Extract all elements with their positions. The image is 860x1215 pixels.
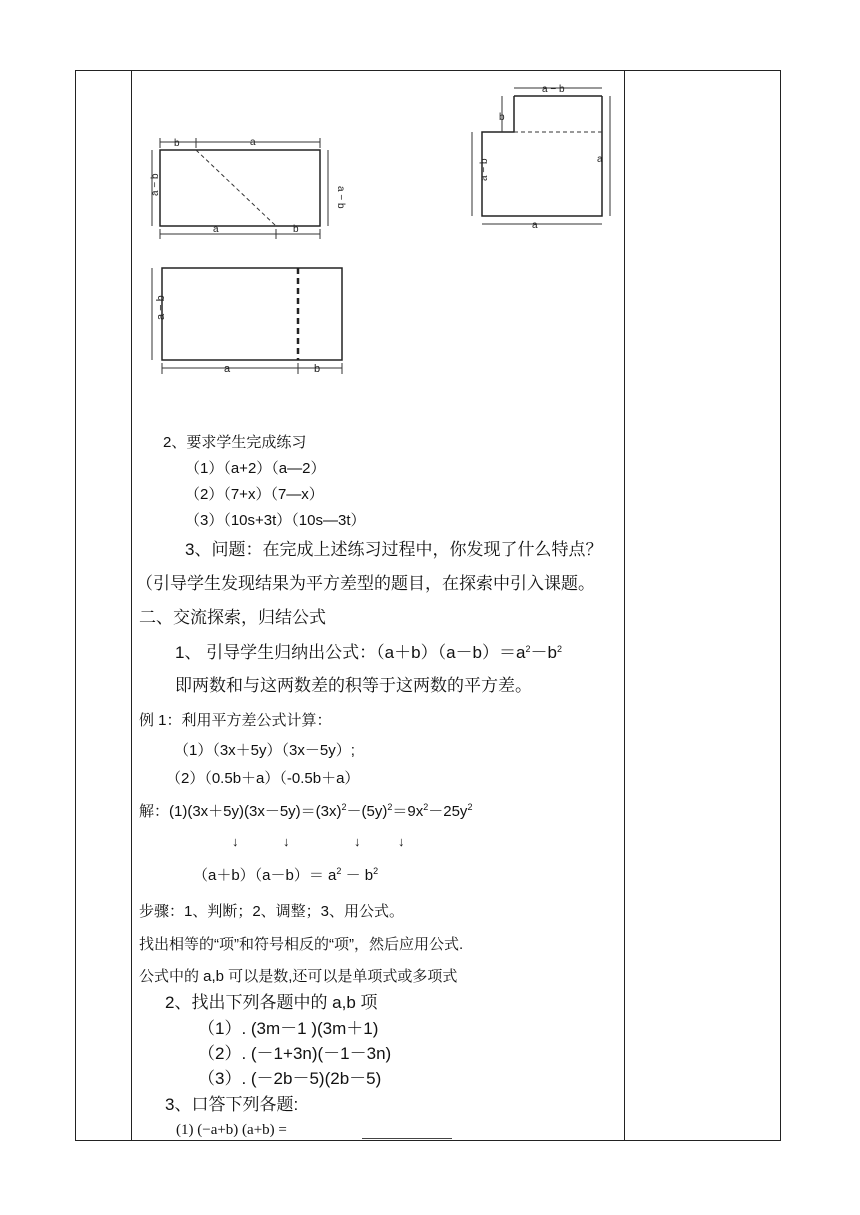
answer-blank[interactable] xyxy=(362,1138,452,1139)
dim-label: a xyxy=(532,220,538,231)
arrow-icon: ↓ xyxy=(232,834,239,849)
dim-label: a − b xyxy=(479,158,490,181)
formula-line: 1、 引导学生归纳出公式：$(a+b)(a-b)=a^2-b^2$ xyxy=(175,643,562,662)
dim-label: a − b xyxy=(155,295,167,320)
example-item: （2）（0.5b＋a）（-0.5b＋a） xyxy=(166,770,360,787)
section-heading: 二、交流探索，归结公式 xyxy=(139,608,326,627)
oral-item: (1) (−a+b) (a+b) = xyxy=(176,1122,287,1138)
dim-label: b xyxy=(314,363,321,375)
dim-label: a xyxy=(224,363,231,375)
split-rectangle-figure xyxy=(142,258,352,380)
find-item: （1）. (3m－1 )(3m＋1) xyxy=(198,1019,379,1038)
rectangle-diagonal-figure xyxy=(138,132,346,242)
dim-label: a − b xyxy=(542,84,565,95)
dim-label: a − b xyxy=(150,173,161,196)
dim-label: a − b xyxy=(335,186,346,209)
example-item: （1）（3x＋5y）（3x－5y）; xyxy=(174,742,355,759)
find-terms-text: 找出相等的“项”和符号相反的“项”，然后应用公式. xyxy=(139,936,464,953)
formula-description: 即两数和与这两数差的积等于这两数的平方差。 xyxy=(175,676,532,695)
find-item: （2）. (－1+3n)(－1－3n) xyxy=(198,1044,392,1063)
dim-label: a xyxy=(250,137,256,148)
dim-label: a xyxy=(597,154,603,165)
example-title: 例 1：利用平方差公式计算： xyxy=(139,712,332,729)
formula-note: 公式中的 a,b 可以是数,还可以是单项式或多项式 xyxy=(139,968,458,985)
find-title: 2、找出下列各题中的 a,b 项 xyxy=(165,993,378,1012)
dim-label: b xyxy=(499,112,505,123)
arrow-icon: ↓ xyxy=(398,834,405,849)
cut-square-figure xyxy=(462,82,622,232)
practice-item: （3）（10s+3t）（10s—3t） xyxy=(185,512,366,529)
dim-label: b xyxy=(293,224,299,235)
pattern-line: $(a+b)(a-b)= a^2 - b^2$ xyxy=(193,866,379,884)
dim-label: b xyxy=(174,138,180,149)
solution-line: 解：$(1)(3x+5y)(3x-5y)=(3x)^2-(5y)^2=9x^2-25y^2$ xyxy=(139,802,473,820)
table-column-divider xyxy=(131,70,132,1141)
practice-title: 2、要求学生完成练习 xyxy=(163,434,307,451)
table-column-divider xyxy=(624,70,625,1141)
practice-item: （1）（a+2）（a—2） xyxy=(185,460,326,477)
guide-text: （引导学生发现结果为平方差型的题目，在探索中引入课题。 xyxy=(136,574,595,593)
steps-text: 步骤：1、判断；2、调整；3、用公式。 xyxy=(139,903,405,920)
dim-label: a xyxy=(213,224,219,235)
oral-title: 3、口答下列各题: xyxy=(165,1095,299,1114)
arrow-icon: ↓ xyxy=(283,834,290,849)
question-text: 3、问题：在完成上述练习过程中，你发现了什么特点？ xyxy=(185,540,603,559)
arrow-icon: ↓ xyxy=(354,834,361,849)
find-item: （3）. (－2b－5)(2b－5) xyxy=(198,1069,382,1088)
practice-item: （2）（7+x）（7—x） xyxy=(185,486,324,503)
